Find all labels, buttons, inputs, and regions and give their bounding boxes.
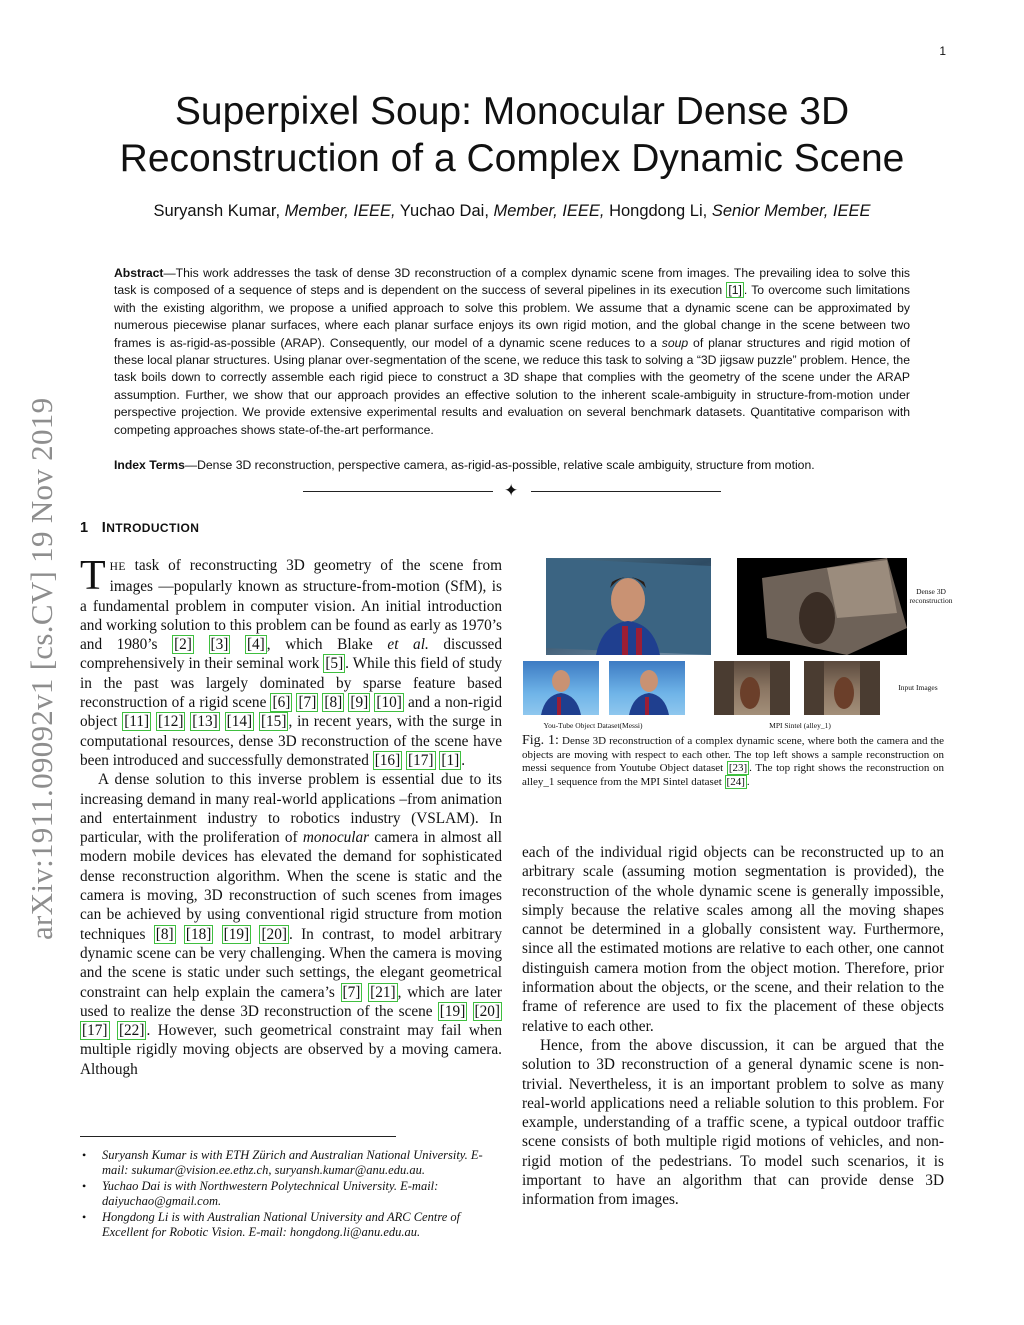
citation-link[interactable]: [24] — [726, 775, 745, 788]
author-list — [80, 202, 944, 221]
index-terms-text: —Dense 3D reconstruction, perspective camera, as-rigid-as-possible, relative scale ambiguity, structure from motion. — [184, 458, 815, 472]
alley-reconstruction-drawing — [737, 558, 907, 655]
bullet-icon: • — [82, 1178, 87, 1193]
text-run: . — [461, 751, 466, 769]
citation-link[interactable]: [19] — [223, 925, 250, 943]
citation-link[interactable]: [1] — [441, 751, 460, 769]
text-run: , which Blake — [266, 636, 388, 654]
messi-reconstruction-drawing — [546, 558, 711, 655]
text-run: , which are later used to realize the dense 3D reconstruction of the scene — [80, 983, 502, 1020]
alley-input-2-drawing — [804, 661, 880, 715]
messi-input-2-drawing — [609, 661, 685, 715]
separator-rule-left — [303, 491, 493, 492]
text-run: . However, such geometrical constraint may fail when multiple rigidly moving objects are observed by a moving camera. Although — [80, 1022, 502, 1078]
citation-link[interactable]: [15] — [260, 713, 287, 731]
face-shape — [640, 670, 658, 692]
abstract-soup: soup — [661, 335, 689, 350]
face-shape — [611, 578, 645, 622]
section-heading — [80, 520, 199, 536]
arxiv-stamp: arXiv:1911.09092v1 [cs.CV] 19 Nov 2019 — [24, 397, 59, 940]
intro-paragraph-3: each of the individual rigid objects can be reconstructed up to an arbitrary scale (assuming motion segmentation is provided), the reconstruction of the whole dynamic scene is generally impossible, simply because the relative scales among all the moving shapes cannot be determined in a globally consistent way. Furthermore, since all the estimated motions are relative to each other, one cannot distinguish camera motion from the object motion. Therefore, prior information about the objects, or the scene, and their relation to the frame of reference are used to fix the placement of these objects relative to each other. — [522, 844, 944, 1035]
messi-reconstruction-image — [546, 558, 711, 655]
citation-link[interactable]: [16] — [374, 751, 401, 769]
title-line-1: Superpixel Soup: Monocular Dense 3D — [174, 90, 850, 133]
citation-link[interactable]: [21] — [370, 983, 396, 1001]
paper-title — [80, 88, 944, 182]
citation-link[interactable]: [7] — [342, 983, 361, 1001]
messi-input-image-2 — [609, 661, 685, 715]
section-number: 1 — [80, 520, 89, 536]
author-3-role: Senior Member, IEEE — [711, 202, 871, 220]
text-run: monocular — [302, 829, 370, 847]
section-title-initial: I — [101, 520, 107, 536]
text-run: A dense solution to this inverse problem is essential due to its increasing demand in many real-world applications –from animation and entertainment industry to robotics industry (VSLAM). In particular, with the proliferation of — [80, 771, 502, 847]
dropcap: T — [80, 553, 106, 599]
face-shape — [552, 670, 570, 692]
author-1-role: Member, IEEE, — [284, 202, 396, 220]
figure-shape — [834, 677, 854, 709]
citation-link[interactable]: [8] — [324, 694, 343, 712]
separator-rule-right — [531, 491, 721, 492]
figure-caption — [522, 734, 944, 789]
figure-label-input-images: Input Images — [898, 683, 938, 692]
shirt-stripe — [557, 697, 561, 715]
title-line-2: Reconstruction of a Complex Dynamic Scene — [119, 137, 905, 180]
citation-link[interactable]: [14] — [226, 713, 253, 731]
figure-shape — [799, 592, 835, 644]
intro-paragraph-1 — [80, 553, 503, 770]
section-title-rest: NTRODUCTION — [106, 521, 200, 535]
footnote-rule — [80, 1136, 396, 1137]
index-terms-label: Index Terms — [114, 458, 185, 472]
text-run: . — [746, 775, 750, 788]
messi-input-1-drawing — [523, 661, 599, 715]
wall-left — [714, 661, 734, 715]
dropcap-smallcaps: HE — [109, 561, 126, 573]
shirt-stripe-1 — [622, 626, 628, 655]
citation-link[interactable]: [19] — [439, 1002, 466, 1020]
citation-link[interactable]: [4] — [246, 636, 265, 654]
figure-label-youtube-dataset: You-Tube Object Dataset(Messi) — [543, 721, 643, 730]
alley-input-image-2 — [804, 661, 880, 715]
citation-link[interactable]: [9] — [350, 694, 369, 712]
text-run: . In contrast, to model arbitrary dynamic scene can be very challenging. When the camera is moving and the scene is static under such settings, the elegant geometrical constraint can help explain the camera’s — [80, 925, 503, 1001]
shirt-stripe-2 — [636, 628, 642, 655]
citation-link[interactable]: [7] — [298, 694, 317, 712]
messi-input-image-1 — [523, 661, 599, 715]
text-run: and a non-rigid object — [80, 694, 503, 731]
citation-link[interactable]: [17] — [408, 751, 434, 769]
abstract-text-2: . To overcome such limitations with the existing algorithm, we propose a unified approach to solve this problem. We assume that a dynamic scene can be approximated by numerous piecewise planar surfaces, where each planar surface enjoys its own rigid motion, and the global change in the scene between two frames is as-rigid-as-possible (ARAP). Consequently, our model of a dynamic scene reduces to a — [114, 283, 910, 350]
citation-link[interactable]: [6] — [272, 694, 291, 712]
alley-reconstruction-image — [737, 558, 907, 655]
citation-link[interactable]: [12] — [157, 713, 184, 731]
intro-paragraph-4: Hence, from the above discussion, it can be argued that the solution to 3D reconstruction of a general dynamic scene is non-trivial. Nevertheless, it is an important problem to solve as many real-world applications need a reliable solution to this problem. For example, understanding of a traffic scene, a typical outdoor traffic scene consists of both multiple rigid motions of vehicles, and non-rigid motion of the pedestrians. To model such scenarios, it is important to have an algorithm that can provide dense 3D information from images. — [522, 1036, 944, 1209]
citation-link[interactable]: [13] — [192, 713, 218, 731]
text-run: et al. — [387, 636, 429, 654]
wall-left — [804, 661, 824, 715]
footnote-item — [80, 1210, 504, 1241]
citation-link[interactable]: [20] — [474, 1002, 500, 1020]
text-run: , in recent years, with the surge in computational resources, dense 3D reconstruction of the scene have been introduced and successfully demonstrated — [80, 713, 503, 769]
figure-number: Fig. 1: — [522, 733, 559, 748]
citation-link[interactable]: [18] — [185, 925, 212, 943]
citation-link[interactable]: [10] — [376, 694, 402, 712]
abstract-label: Abstract — [114, 266, 164, 280]
citation-link[interactable]: [11] — [124, 713, 150, 731]
footnote-text: Suryansh Kumar is with ETH Zürich and Australian National University. E-mail: sukumar@vision.ee.ethz.ch, suryansh.kumar@anu.edu.au. — [102, 1148, 483, 1178]
citation-link[interactable]: [1] — [728, 283, 742, 298]
citation-link[interactable]: [22] — [118, 1022, 145, 1040]
figure-label-dense-reconstruction: Dense 3D reconstruction — [909, 587, 953, 605]
citation-link[interactable]: [3] — [210, 636, 229, 654]
citation-link[interactable]: [2] — [174, 636, 192, 654]
left-column — [80, 553, 503, 1079]
abstract — [114, 265, 910, 439]
citation-link[interactable]: [5] — [325, 655, 344, 673]
author-2-name: Yuchao Dai, — [399, 202, 489, 220]
right-column — [522, 843, 944, 1210]
text-run: . The top right shows the reconstruction on alley_1 sequence from the MPI Sintel dataset — [522, 762, 944, 788]
shirt-stripe — [645, 697, 649, 715]
text-run: Dense 3D reconstruction of a complex dynamic scene, where both the camera and the objects are moving with respect to each other. The top left shows a sample reconstruction on messi sequence from Youtube Object dataset — [522, 735, 944, 774]
separator-diamond-icon: ✦ — [504, 481, 519, 500]
figure-label-mpi-sintel: MPI Sintel (alley_1) — [769, 721, 831, 730]
text-run: discussed comprehensively in their seminal work — [80, 636, 502, 673]
alley-input-1-drawing — [714, 661, 790, 715]
footnote-item — [80, 1179, 504, 1210]
citation-link[interactable]: [20] — [261, 925, 287, 943]
wall-right — [770, 661, 790, 715]
author-3-name: Hongdong Li, — [609, 202, 708, 220]
footnote-text: Yuchao Dai is with Northwestern Polytechnical University. E-mail: daiyuchao@gmail.com. — [102, 1178, 439, 1209]
text-run: task of reconstructing 3D geometry of the scene from images —popularly known as structure-from-motion (SfM), is a fundamental problem in computer vision. An initial introduction and working solution to this problem can be found as early as 1970’s and 1980’s — [80, 557, 502, 654]
figure-shape — [740, 677, 760, 709]
text-run: . While this field of study in the past was largely dominated by sparse feature based reconstruction of a rigid scene — [80, 655, 502, 712]
footnotes — [80, 1148, 504, 1240]
footnote-text: Hongdong Li is with Australian National University and ARC Centre of Excellent for Robotic Vision. E-mail: hongdong.li@anu.edu.au. — [102, 1209, 461, 1240]
bullet-icon: • — [82, 1209, 87, 1224]
author-1-name: Suryansh Kumar, — [153, 202, 281, 220]
footnote-item — [80, 1148, 504, 1179]
citation-link[interactable]: [23] — [728, 762, 748, 774]
author-2-role: Member, IEEE, — [493, 202, 605, 220]
abstract-text-1: —This work addresses the task of dense 3D reconstruction of a complex dynamic scene from images. The prevailing idea to solve this task is composed of a sequence of steps and is dependent on the success of several pipelines in its execution — [114, 266, 910, 298]
bullet-icon: • — [82, 1148, 87, 1162]
wall-right — [860, 661, 880, 715]
intro-paragraph-2 — [80, 770, 502, 1079]
citation-link[interactable]: [17] — [82, 1022, 108, 1040]
page-number: 1 — [939, 44, 946, 58]
index-terms — [114, 457, 910, 474]
text-run: camera in almost all modern mobile devices has elevated the demand for sophisticated dense reconstruction algorithm. When the scene is static and the camera is moving, 3D reconstruction of such scenes from images can be achieved by using conventional rigid structure from motion techniques — [80, 829, 502, 943]
alley-lit-plane — [827, 560, 897, 618]
alley-input-image-1 — [714, 661, 790, 715]
citation-link[interactable]: [8] — [155, 925, 174, 943]
abstract-text-3: of planar structures and rigid motion of these local planar structures. Using planar over-segmentation of the scene, we reduce this task to solving a “3D jigsaw puzzle” problem. Hence, the task boils down to correctly assemble each rigid piece to construct a 3D shape that complies with the geometry of the scene under the ARAP assumption. Further, we show that our approach provides an effective solution to the inherent scale-ambiguity in structure-from-motion under perspective projection. We provide extensive experimental results and evaluation on several benchmark datasets. Quantitative comparison with competing approaches shows state-of-the-art performance. — [114, 335, 911, 437]
